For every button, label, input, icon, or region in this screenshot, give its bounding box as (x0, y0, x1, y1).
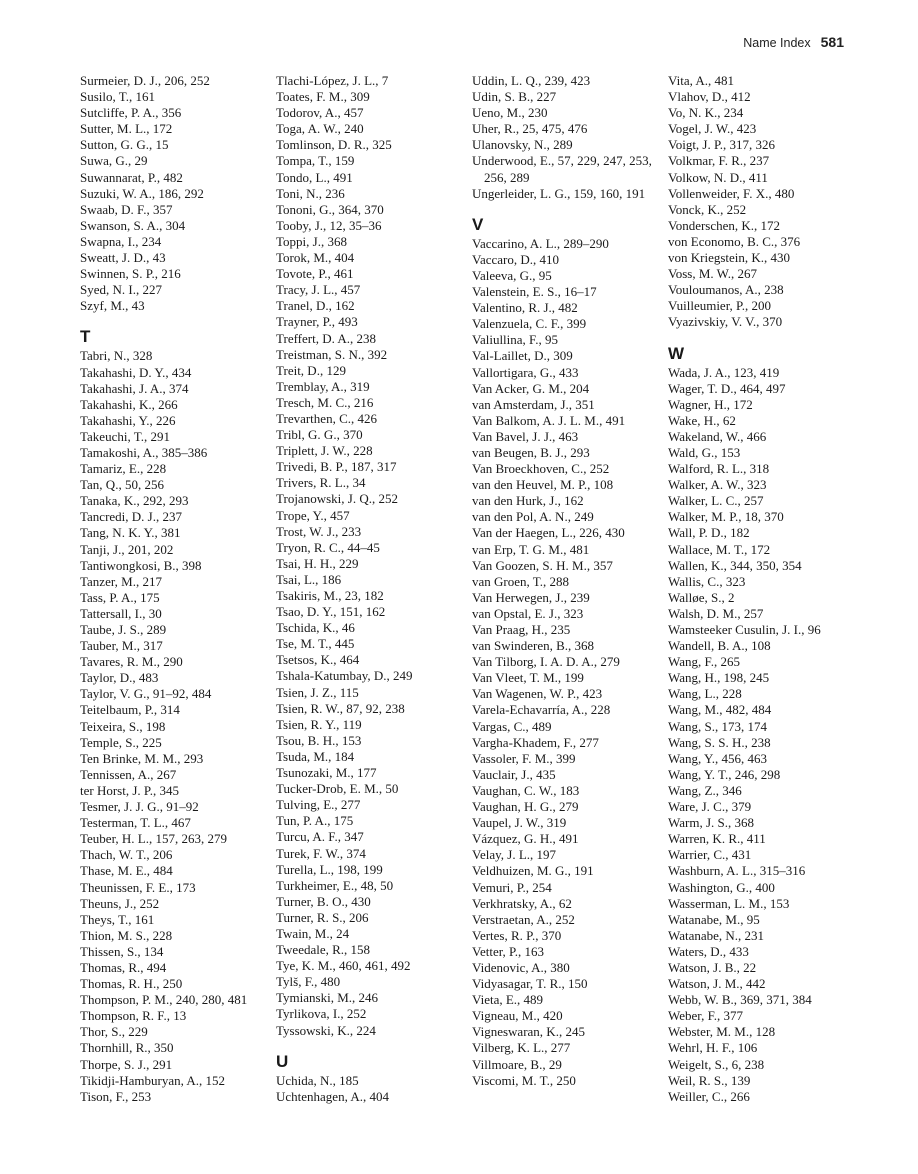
index-entry: Vaccaro, D., 410 (472, 251, 559, 267)
index-entry: Susilo, T., 161 (80, 89, 156, 105)
index-entry: Wallace, M. T., 172 (668, 541, 771, 557)
index-entry: Wang, S. S. H., 238 (668, 734, 771, 750)
index-entry: Toates, F. M., 309 (276, 89, 370, 105)
index-entry: Vassoler, F. M., 399 (472, 750, 576, 766)
index-entry: Tsou, B. H., 153 (276, 732, 362, 748)
index-entry: Trope, Y., 457 (276, 507, 350, 523)
index-entry: Vita, A., 481 (668, 73, 735, 88)
index-entry: Tesmer, J. J. G., 91–92 (80, 799, 199, 815)
index-entry: Wang, M., 482, 484 (668, 702, 772, 718)
index-entry: Sutcliffe, P. A., 356 (80, 105, 182, 121)
index-entry: Wallen, K., 344, 350, 354 (668, 557, 802, 573)
index-entry: Vonderschen, K., 172 (668, 217, 781, 233)
index-entry-list (668, 365, 858, 1105)
index-entry: Tanaka, K., 292, 293 (80, 493, 189, 509)
index-entry: Swanson, S. A., 304 (80, 217, 186, 233)
index-entry-list (80, 73, 270, 314)
index-entry: Wake, H., 62 (668, 412, 736, 428)
index-entry: Washington, G., 400 (668, 879, 775, 895)
index-entry: Turek, F. W., 374 (276, 845, 366, 861)
index-entry: Vaughan, H. G., 279 (472, 799, 579, 815)
index-entry: Volkmar, F. R., 237 (668, 153, 770, 169)
index-entry: Trivedi, B. P., 187, 317 (276, 459, 397, 475)
index-entry: Tulving, E., 277 (276, 797, 361, 813)
index-entry: Turner, B. O., 430 (276, 893, 371, 909)
index-entry: Todorov, A., 457 (276, 105, 364, 121)
index-entry: Varela-Echavarría, A., 228 (472, 702, 611, 718)
index-entry: Tresch, M. C., 216 (276, 394, 374, 410)
index-entry: Treit, D., 129 (276, 362, 346, 378)
index-entry: Van Bavel, J. J., 463 (472, 428, 579, 444)
index-entry: Taylor, V. G., 91–92, 484 (80, 686, 212, 702)
index-entry: Verkhratsky, A., 62 (472, 895, 572, 911)
index-entry: Tsunozaki, M., 177 (276, 765, 377, 781)
index-entry: Vertes, R. P., 370 (472, 927, 562, 943)
index-entry: Thomas, R., 494 (80, 959, 167, 975)
index-entry: Tsao, D. Y., 151, 162 (276, 604, 386, 620)
index-entry: Vyazivskiy, V. V., 370 (668, 314, 783, 330)
index-entry: Van Balkom, A. J. L. M., 491 (472, 412, 626, 428)
index-entry: van den Heuvel, M. P., 108 (472, 477, 614, 493)
index-entry: Swaab, D. F., 357 (80, 201, 173, 217)
index-entry: Tsetsos, K., 464 (276, 652, 360, 668)
index-column-2 (276, 73, 466, 1105)
index-entry: Tattersall, I., 30 (80, 605, 162, 621)
index-entry: Tsuda, M., 184 (276, 748, 355, 764)
index-entry: Wang, F., 265 (668, 654, 740, 670)
index-entry: Thach, W. T., 206 (80, 847, 173, 863)
index-entry: Vollenweider, F. X., 480 (668, 185, 795, 201)
index-entry: Weiller, C., 266 (668, 1088, 750, 1104)
index-entry: Tsakiris, M., 23, 182 (276, 588, 384, 603)
index-entry: Tylš, F., 480 (276, 974, 341, 990)
index-entry: Walker, M. P., 18, 370 (668, 509, 784, 525)
index-entry: Toppi, J., 368 (276, 233, 347, 249)
running-head-title: Name Index (743, 36, 811, 50)
index-entry-list (668, 73, 858, 331)
index-entry: Trost, W. J., 233 (276, 523, 362, 539)
index-entry: Weil, R. S., 139 (668, 1072, 751, 1088)
index-entry: Wall, P. D., 182 (668, 525, 750, 541)
index-entry: Thompson, P. M., 240, 280, 481 (80, 992, 248, 1008)
index-entry: Valeeva, G., 95 (472, 267, 552, 283)
index-entry: Tavares, R. M., 290 (80, 654, 183, 670)
index-column-4 (668, 73, 858, 1105)
index-entry: Trevarthen, C., 426 (276, 410, 377, 426)
index-entry: Tovote, P., 461 (276, 266, 354, 282)
index-entry: Wada, J. A., 123, 419 (668, 364, 780, 380)
index-entry: Tshala-Katumbay, D., 249 (276, 668, 413, 684)
index-entry: Uchtenhagen, A., 404 (276, 1088, 390, 1104)
index-entry: Suwa, G., 29 (80, 153, 148, 169)
index-entry: Walford, R. L., 318 (668, 461, 770, 477)
index-entry: van Opstal, E. J., 323 (472, 605, 584, 621)
index-entry: Takeuchi, T., 291 (80, 428, 170, 444)
index-entry: Underwood, E., 57, 229, 247, 253, 256, 289 (472, 153, 652, 185)
index-entry: Wang, L., 228 (668, 686, 742, 702)
index-entry: Szyf, M., 43 (80, 298, 145, 314)
index-column-3 (472, 73, 662, 1089)
index-entry: Washburn, A. L., 315–316 (668, 863, 806, 879)
index-entry: Van der Haegen, L., 226, 430 (472, 525, 625, 541)
index-entry: Tennissen, A., 267 (80, 766, 177, 782)
index-entry: Tweedale, R., 158 (276, 942, 371, 958)
index-entry: Van Tilborg, I. A. D. A., 279 (472, 654, 620, 670)
index-entry: Ueno, M., 230 (472, 105, 548, 121)
index-entry: Volkow, N. D., 411 (668, 169, 768, 185)
index-entry: Vetter, P., 163 (472, 943, 545, 959)
index-entry: Taube, J. S., 289 (80, 622, 167, 637)
index-entry: Wang, S., 173, 174 (668, 718, 767, 734)
index-entry: Tyrlikova, I., 252 (276, 1006, 367, 1022)
index-entry: Vaughan, C. W., 183 (472, 782, 580, 798)
index-entry: Videnovic, A., 380 (472, 959, 570, 975)
index-entry: Valenstein, E. S., 16–17 (472, 284, 597, 300)
section-letter-u: U (276, 1051, 289, 1071)
index-entry: Tononi, G., 364, 370 (276, 201, 384, 217)
index-entry: Walløe, S., 2 (668, 589, 735, 605)
index-entry: Teixeira, S., 198 (80, 718, 166, 734)
section-letter-t: T (80, 327, 91, 347)
index-entry: Vargas, C., 489 (472, 718, 552, 734)
index-entry: Walker, L. C., 257 (668, 493, 764, 509)
index-entry: Watson, J. M., 442 (668, 976, 766, 992)
page-header (743, 34, 844, 50)
index-entry: Tyssowski, K., 224 (276, 1022, 376, 1038)
index-column-1 (80, 73, 270, 1105)
index-entry: Vo, N. K., 234 (668, 105, 744, 121)
index-entry: Trayner, P., 493 (276, 314, 358, 330)
index-entry: van den Hurk, J., 162 (472, 493, 584, 509)
index-entry: Tancredi, D. J., 237 (80, 509, 182, 525)
index-entry: Tsai, H. H., 229 (276, 555, 359, 571)
index-entry: Ten Brinke, M. M., 293 (80, 750, 204, 766)
index-entry: Turner, R. S., 206 (276, 909, 369, 925)
index-entry: Treistman, S. N., 392 (276, 346, 388, 362)
index-entry: Swapna, I., 234 (80, 233, 162, 249)
index-entry: Toga, A. W., 240 (276, 121, 364, 137)
index-entry: Tryon, R. C., 44–45 (276, 539, 380, 555)
index-entry: Tsien, R. Y., 119 (276, 716, 362, 732)
index-entry: Vázquez, G. H., 491 (472, 831, 579, 847)
index-entry: Surmeier, D. J., 206, 252 (80, 73, 210, 88)
index-entry: Walker, A. W., 323 (668, 477, 767, 493)
index-entry: Theunissen, F. E., 173 (80, 879, 196, 895)
index-entry: Wang, H., 198, 245 (668, 670, 770, 686)
index-entry: Vaccarino, A. L., 289–290 (472, 235, 609, 251)
index-entry: Wager, T. D., 464, 497 (668, 380, 786, 396)
index-entry: Takahashi, J. A., 374 (80, 380, 189, 396)
index-entry: Vogel, J. W., 423 (668, 121, 757, 137)
index-entry: Warrier, C., 431 (668, 847, 752, 863)
index-entry: von Kriegstein, K., 430 (668, 250, 791, 266)
index-entry: Vuilleumier, P., 200 (668, 298, 772, 314)
index-entry: Tsai, L., 186 (276, 571, 342, 587)
index-entry: van Groen, T., 288 (472, 573, 569, 589)
index-entry: Weigelt, S., 6, 238 (668, 1056, 765, 1072)
index-entry: Trojanowski, J. Q., 252 (276, 491, 398, 507)
index-entry: Walsh, D. M., 257 (668, 605, 764, 621)
index-entry: Uddin, L. Q., 239, 423 (472, 73, 591, 88)
index-entry: Van Vleet, T. M., 199 (472, 670, 584, 686)
index-entry: Tompa, T., 159 (276, 153, 355, 169)
index-entry: Theuns, J., 252 (80, 895, 160, 911)
index-entry: Val-Laillet, D., 309 (472, 348, 573, 364)
section-letter-w: W (668, 343, 685, 363)
index-entry: Twain, M., 24 (276, 925, 350, 941)
index-entry: Warren, K. R., 411 (668, 831, 766, 847)
index-entry: Van Wagenen, W. P., 423 (472, 686, 603, 702)
page-number: 581 (820, 34, 844, 50)
index-entry: Syed, N. I., 227 (80, 282, 162, 298)
index-entry: Vallortigara, G., 433 (472, 364, 579, 380)
index-entry: Warm, J. S., 368 (668, 815, 754, 831)
index-entry: Vargha-Khadem, F., 277 (472, 734, 599, 750)
index-entry: Tamariz, E., 228 (80, 461, 167, 477)
index-entry: Takahashi, Y., 226 (80, 412, 176, 428)
index-entry: Suzuki, W. A., 186, 292 (80, 185, 204, 201)
index-entry: Wang, Y. T., 246, 298 (668, 766, 781, 782)
index-entry-list (472, 73, 662, 202)
index-entry: Webster, M. M., 128 (668, 1024, 776, 1040)
index-entry: Tikidji-Hamburyan, A., 152 (80, 1072, 226, 1088)
index-entry: Tye, K. M., 460, 461, 492 (276, 958, 411, 974)
index-entry: van Swinderen, B., 368 (472, 638, 595, 654)
index-entry: ter Horst, J. P., 345 (80, 782, 179, 798)
index-entry: Vaupel, J. W., 319 (472, 815, 567, 831)
index-entry: Van Acker, G. M., 204 (472, 380, 590, 396)
index-entry: Thomas, R. H., 250 (80, 976, 183, 992)
index-entry: Wang, Y., 456, 463 (668, 750, 767, 766)
index-entry: Tang, N. K. Y., 381 (80, 525, 181, 541)
index-entry: Voss, M. W., 267 (668, 266, 757, 282)
index-entry: Voigt, J. P., 317, 326 (668, 137, 776, 153)
index-entry: Turkheimer, E., 48, 50 (276, 877, 394, 893)
index-entry: Turella, L., 198, 199 (276, 861, 383, 877)
index-entry: Sutter, M. L., 172 (80, 121, 173, 137)
index-entry: Tomlinson, D. R., 325 (276, 137, 392, 153)
index-entry: Swinnen, S. P., 216 (80, 266, 181, 282)
index-entry: Sutton, G. G., 15 (80, 137, 169, 153)
index-entry: Torok, M., 404 (276, 250, 355, 266)
index-entry: Wallis, C., 323 (668, 573, 746, 589)
index-entry: Vidyasagar, T. R., 150 (472, 976, 588, 992)
index-entry: Treffert, D. A., 238 (276, 330, 377, 346)
index-entry: Tanji, J., 201, 202 (80, 541, 174, 557)
index-entry: Tremblay, A., 319 (276, 378, 370, 394)
index-entry: Tribl, G. G., 370 (276, 427, 363, 443)
index-entry: Van Herwegen, J., 239 (472, 589, 590, 605)
index-entry: von Economo, B. C., 376 (668, 233, 801, 249)
index-entry: Vemuri, P., 254 (472, 879, 552, 895)
index-entry: Wasserman, L. M., 153 (668, 895, 790, 911)
index-entry: Thase, M. E., 484 (80, 863, 173, 879)
index-entry: Watson, J. B., 22 (668, 959, 757, 975)
index-entry: Vonck, K., 252 (668, 201, 747, 217)
index-entry: Waters, D., 433 (668, 943, 749, 959)
index-entry: Webb, W. B., 369, 371, 384 (668, 992, 812, 1008)
index-entry: Vlahov, D., 412 (668, 89, 751, 105)
index-entry: Wehrl, H. F., 106 (668, 1040, 758, 1056)
index-entry: Wakeland, W., 466 (668, 428, 767, 444)
index-entry: Tauber, M., 317 (80, 638, 163, 654)
index-entry-list (276, 73, 466, 1039)
index-entry: Tooby, J., 12, 35–36 (276, 217, 382, 233)
index-entry: Vouloumanos, A., 238 (668, 282, 784, 298)
index-entry-list (472, 236, 662, 1089)
index-entry: Taylor, D., 483 (80, 670, 159, 686)
index-entry: Thissen, S., 134 (80, 943, 164, 959)
index-entry: Toni, N., 236 (276, 185, 345, 201)
index-entry: Trivers, R. L., 34 (276, 475, 366, 491)
index-entry: Tamakoshi, A., 385–386 (80, 444, 208, 460)
index-entry: Tschida, K., 46 (276, 620, 355, 636)
index-entry: Takahashi, D. Y., 434 (80, 364, 192, 380)
index-entry: Wandell, B. A., 108 (668, 638, 771, 654)
index-entry: Verstraetan, A., 252 (472, 911, 575, 927)
index-entry: Ware, J. C., 379 (668, 799, 752, 815)
index-entry: van den Pol, A. N., 249 (472, 509, 594, 525)
index-entry: Ungerleider, L. G., 159, 160, 191 (472, 185, 646, 201)
index-entry: Wang, Z., 346 (668, 782, 742, 798)
index-entry: Velay, J. L., 197 (472, 847, 557, 863)
index-entry: Sweatt, J. D., 43 (80, 250, 166, 266)
index-entry: Tondo, L., 491 (276, 169, 353, 185)
index-entry: Vigneswaran, K., 245 (472, 1024, 585, 1040)
section-letter-v: V (472, 214, 484, 234)
index-entry: Van Goozen, S. H. M., 357 (472, 557, 613, 573)
index-entry: Wamsteeker Cusulin, J. I., 96 (668, 622, 821, 637)
index-entry: Suwannarat, P., 482 (80, 169, 183, 185)
index-entry: Tlachi-López, J. L., 7 (276, 73, 389, 88)
index-entry: Vieta, E., 489 (472, 992, 544, 1008)
index-entry: Viscomi, M. T., 250 (472, 1072, 576, 1088)
index-entry: Tsien, J. Z., 115 (276, 684, 359, 700)
index-entry: Vigneau, M., 420 (472, 1008, 563, 1024)
index-entry: van Erp, T. G. M., 481 (472, 541, 590, 557)
index-entry: Valenzuela, C. F., 399 (472, 316, 587, 332)
index-entry: Theys, T., 161 (80, 911, 155, 927)
index-entry: Watanabe, M., 95 (668, 911, 760, 927)
index-entry: Van Praag, H., 235 (472, 622, 571, 637)
index-entry: Triplett, J. W., 228 (276, 443, 373, 459)
index-entry: Thor, S., 229 (80, 1024, 148, 1040)
index-entry: Ulanovsky, N., 289 (472, 137, 573, 153)
index-entry: Udin, S. B., 227 (472, 89, 557, 105)
index-entry: Uher, R., 25, 475, 476 (472, 121, 588, 137)
index-entry: Tymianski, M., 246 (276, 990, 379, 1006)
index-entry: Tun, P. A., 175 (276, 813, 354, 829)
index-entry: Valiullina, F., 95 (472, 332, 558, 348)
index-entry: van Amsterdam, J., 351 (472, 396, 595, 412)
index-entry: Temple, S., 225 (80, 734, 162, 750)
index-entry: Thion, M. S., 228 (80, 927, 173, 943)
index-entry: Tsien, R. W., 87, 92, 238 (276, 700, 405, 716)
index-entry: Veldhuizen, M. G., 191 (472, 863, 594, 879)
index-entry: Watanabe, N., 231 (668, 927, 765, 943)
index-entry: Turcu, A. F., 347 (276, 829, 364, 845)
index-entry: Teitelbaum, P., 314 (80, 702, 180, 718)
index-entry: Vilberg, K. L., 277 (472, 1040, 571, 1056)
index-entry: Takahashi, K., 266 (80, 396, 178, 412)
index-entry: Teuber, H. L., 157, 263, 279 (80, 831, 227, 847)
index-entry-list (276, 1073, 466, 1105)
index-entry: Thorpe, S. J., 291 (80, 1056, 173, 1072)
index-entry: Wald, G., 153 (668, 444, 741, 460)
index-entry: Tan, Q., 50, 256 (80, 477, 164, 493)
index-entry: Testerman, T. L., 467 (80, 815, 191, 831)
index-entry: Valentino, R. J., 482 (472, 300, 578, 316)
index-entry: Tantiwongkosi, B., 398 (80, 557, 202, 573)
index-entry: Tse, M. T., 445 (276, 636, 355, 652)
index-entry: Vauclair, J., 435 (472, 766, 556, 782)
index-entry: Tanzer, M., 217 (80, 573, 162, 589)
index-entry: Tison, F., 253 (80, 1088, 152, 1104)
index-entry: Villmoare, B., 29 (472, 1056, 562, 1072)
index-entry: Thompson, R. F., 13 (80, 1008, 187, 1024)
index-entry: Tass, P. A., 175 (80, 589, 160, 605)
index-entry: van Beugen, B. J., 293 (472, 444, 590, 460)
index-entry: Van Broeckhoven, C., 252 (472, 461, 610, 477)
index-entry-list (80, 348, 270, 1104)
index-entry: Tranel, D., 162 (276, 298, 355, 314)
index-entry: Uchida, N., 185 (276, 1072, 359, 1088)
index-entry: Tabri, N., 328 (80, 348, 153, 364)
index-entry: Wagner, H., 172 (668, 396, 753, 412)
index-entry: Tracy, J. L., 457 (276, 282, 361, 298)
index-entry: Thornhill, R., 350 (80, 1040, 174, 1056)
index-entry: Tucker-Drob, E. M., 50 (276, 781, 399, 797)
index-entry: Weber, F., 377 (668, 1008, 744, 1024)
